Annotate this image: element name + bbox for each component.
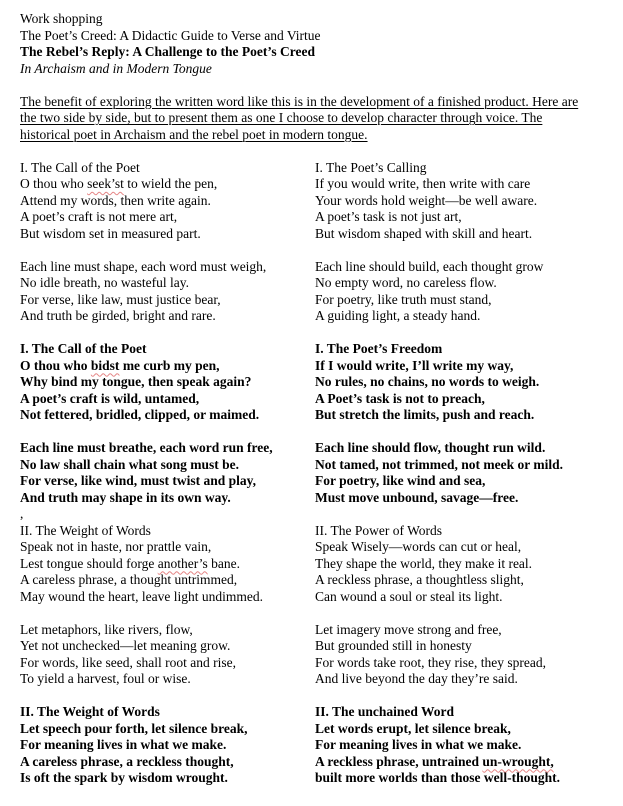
poem-line: Is oft the spark by wisdom wrought.	[20, 770, 228, 785]
poem-line: If you would write, then write with care	[315, 176, 531, 191]
poem-line: A careless phrase, a reckless thought,	[20, 753, 234, 769]
poem-line: Not fettered, bridled, clipped, or maimed.	[20, 407, 260, 422]
poem-line: For meaning lives in what we make.	[20, 737, 227, 752]
poem-line: For verse, like law, must justice bear,	[20, 291, 221, 307]
poem-line: And truth be girded, bright and rare.	[20, 308, 216, 323]
poem-line: O thou who bidst me curb my pen,	[20, 357, 220, 373]
poem-line: They shape the world, they make it real.	[315, 555, 533, 571]
intro-paragraph-line-1	[20, 94, 613, 111]
doc-title-poets-creed: The Poet’s Creed: A Didactic Guide to Verse and Virtue	[20, 27, 321, 43]
poem-line: But grounded still in honesty	[315, 638, 472, 653]
poem-line: ,	[20, 506, 24, 521]
poem-line: Your words hold weight—be well aware.	[315, 192, 538, 208]
blank-line	[20, 605, 315, 622]
misspelled-word[interactable]: bidst	[90, 357, 120, 373]
misspelled-word[interactable]: another’s	[157, 555, 208, 571]
poem-line: A guiding light, a steady hand.	[315, 308, 481, 323]
poem-column-right	[315, 160, 613, 787]
poem-line: Let speech pour forth, let silence break,	[20, 720, 248, 736]
blank-line	[20, 688, 315, 705]
poem-line: Yet not unchecked—let meaning grow.	[20, 638, 231, 653]
poem-line: For poetry, like wind and sea,	[315, 473, 486, 488]
stanza-heading: II. The Weight of Words	[20, 704, 160, 719]
doc-title-rebels-reply: The Rebel’s Reply: A Challenge to the Poet’s Creed	[20, 44, 315, 59]
intro-underlined-text-2: the two side by side, but to present them as one I choose to develop character through voice. The	[20, 110, 543, 125]
poem-line: If I would write, I’ll write my way,	[315, 357, 514, 373]
blank-line	[315, 325, 613, 342]
poem-columns	[20, 160, 613, 787]
blank-line	[315, 424, 613, 441]
poem-line: Let imagery move strong and free,	[315, 621, 502, 637]
stanza-heading: I. The Poet’s Freedom	[315, 341, 443, 356]
poem-line: A Poet’s task is not to preach,	[315, 390, 485, 406]
poem-line: For words take root, they rise, they spread,	[315, 654, 546, 670]
blank-line	[20, 424, 315, 441]
poem-line: Lest tongue should forge another’s bane.	[20, 555, 240, 571]
intro-underlined-text-3: historical poet in Archaism and the rebel poet in modern tongue.	[20, 126, 368, 142]
doc-subtitle-archaism: In Archaism and in Modern Tongue	[20, 60, 212, 76]
poem-line: But stretch the limits, push and reach.	[315, 407, 535, 422]
poem-line: A reckless phrase, a thoughtless slight,	[315, 572, 524, 587]
poem-line: Each line should build, each thought grow	[315, 258, 544, 274]
stanza-heading: II. The Weight of Words	[20, 522, 151, 538]
poem-line: Speak Wisely—words can cut or heal,	[315, 539, 522, 554]
blank-line	[20, 77, 613, 94]
poem-line: built more worlds than those well-thought.	[315, 770, 561, 785]
poem-line: Speak not in haste, nor prattle vain,	[20, 539, 212, 554]
poem-line: A poet’s craft is not mere art,	[20, 209, 178, 224]
intro-underlined-text-1: The benefit of exploring the written word like this is in the development of a finished product. Here are	[20, 93, 579, 109]
poem-line: To yield a harvest, foul or wise.	[20, 671, 191, 686]
misspelled-word[interactable]: un-wrought,	[482, 753, 554, 769]
poem-column-left	[20, 160, 315, 787]
poem-line: Can wound a soul or steal its light.	[315, 588, 503, 604]
poem-line: No idle breath, no wasteful lay.	[20, 275, 189, 290]
poem-line: Each line must shape, each word must weigh,	[20, 258, 267, 274]
poem-line: No rules, no chains, no words to weigh.	[315, 374, 540, 389]
poem-line: No empty word, no careless flow.	[315, 275, 497, 290]
poem-line: But wisdom shaped with skill and heart.	[315, 225, 533, 241]
blank-line	[315, 688, 613, 705]
stanza-heading: I. The Call of the Poet	[20, 341, 147, 356]
poem-line: May wound the heart, leave light undimmed.	[20, 588, 263, 604]
poem-line: Attend my words, then write again.	[20, 192, 211, 208]
poem-line: A poet’s craft is wild, untamed,	[20, 390, 200, 406]
poem-line: A poet’s task is not just art,	[315, 209, 462, 224]
poem-line: A careless phrase, a thought untrimmed,	[20, 572, 238, 587]
doc-title-workshopping: Work shopping	[20, 11, 103, 26]
blank-line	[20, 325, 315, 342]
poem-line: For poetry, like truth must stand,	[315, 291, 492, 307]
poem-line: And truth may shape in its own way.	[20, 489, 231, 505]
poem-line: A reckless phrase, untrained un-wrought,	[315, 753, 554, 769]
blank-line	[315, 605, 613, 622]
poem-line: Why bind my tongue, then speak again?	[20, 374, 252, 389]
poem-line: Not tamed, not trimmed, not meek or mild.	[315, 456, 563, 472]
poem-line: Let words erupt, let silence break,	[315, 720, 511, 736]
poem-line: Each line should flow, thought run wild.	[315, 440, 546, 455]
stanza-heading: II. The unchained Word	[315, 704, 455, 719]
intro-paragraph-line-3	[20, 127, 613, 144]
blank-line	[20, 242, 315, 259]
poem-line: Each line must breathe, each word run free,	[20, 440, 273, 455]
poem-line: O thou who seek’st to wield the pen,	[20, 176, 218, 191]
blank-line	[20, 143, 613, 160]
poem-line: No law shall chain what song must be.	[20, 456, 240, 472]
misspelled-word[interactable]: seek’st	[87, 176, 124, 191]
stanza-heading: II. The Power of Words	[315, 522, 443, 538]
poem-line: Let metaphors, like rivers, flow,	[20, 621, 193, 637]
blank-line	[315, 506, 613, 523]
stanza-heading: I. The Call of the Poet	[20, 159, 140, 175]
poem-line: But wisdom set in measured part.	[20, 225, 201, 241]
poem-line: For verse, like wind, must twist and play,	[20, 473, 257, 488]
poem-line: And live beyond the day they’re said.	[315, 671, 518, 686]
poem-line: For words, like seed, shall root and rise,	[20, 654, 236, 670]
intro-paragraph-line-2	[20, 110, 613, 127]
poem-line: For meaning lives in what we make.	[315, 737, 522, 752]
poem-line: Must move unbound, savage—free.	[315, 489, 519, 505]
blank-line	[315, 242, 613, 259]
stanza-heading: I. The Poet’s Calling	[315, 159, 427, 175]
